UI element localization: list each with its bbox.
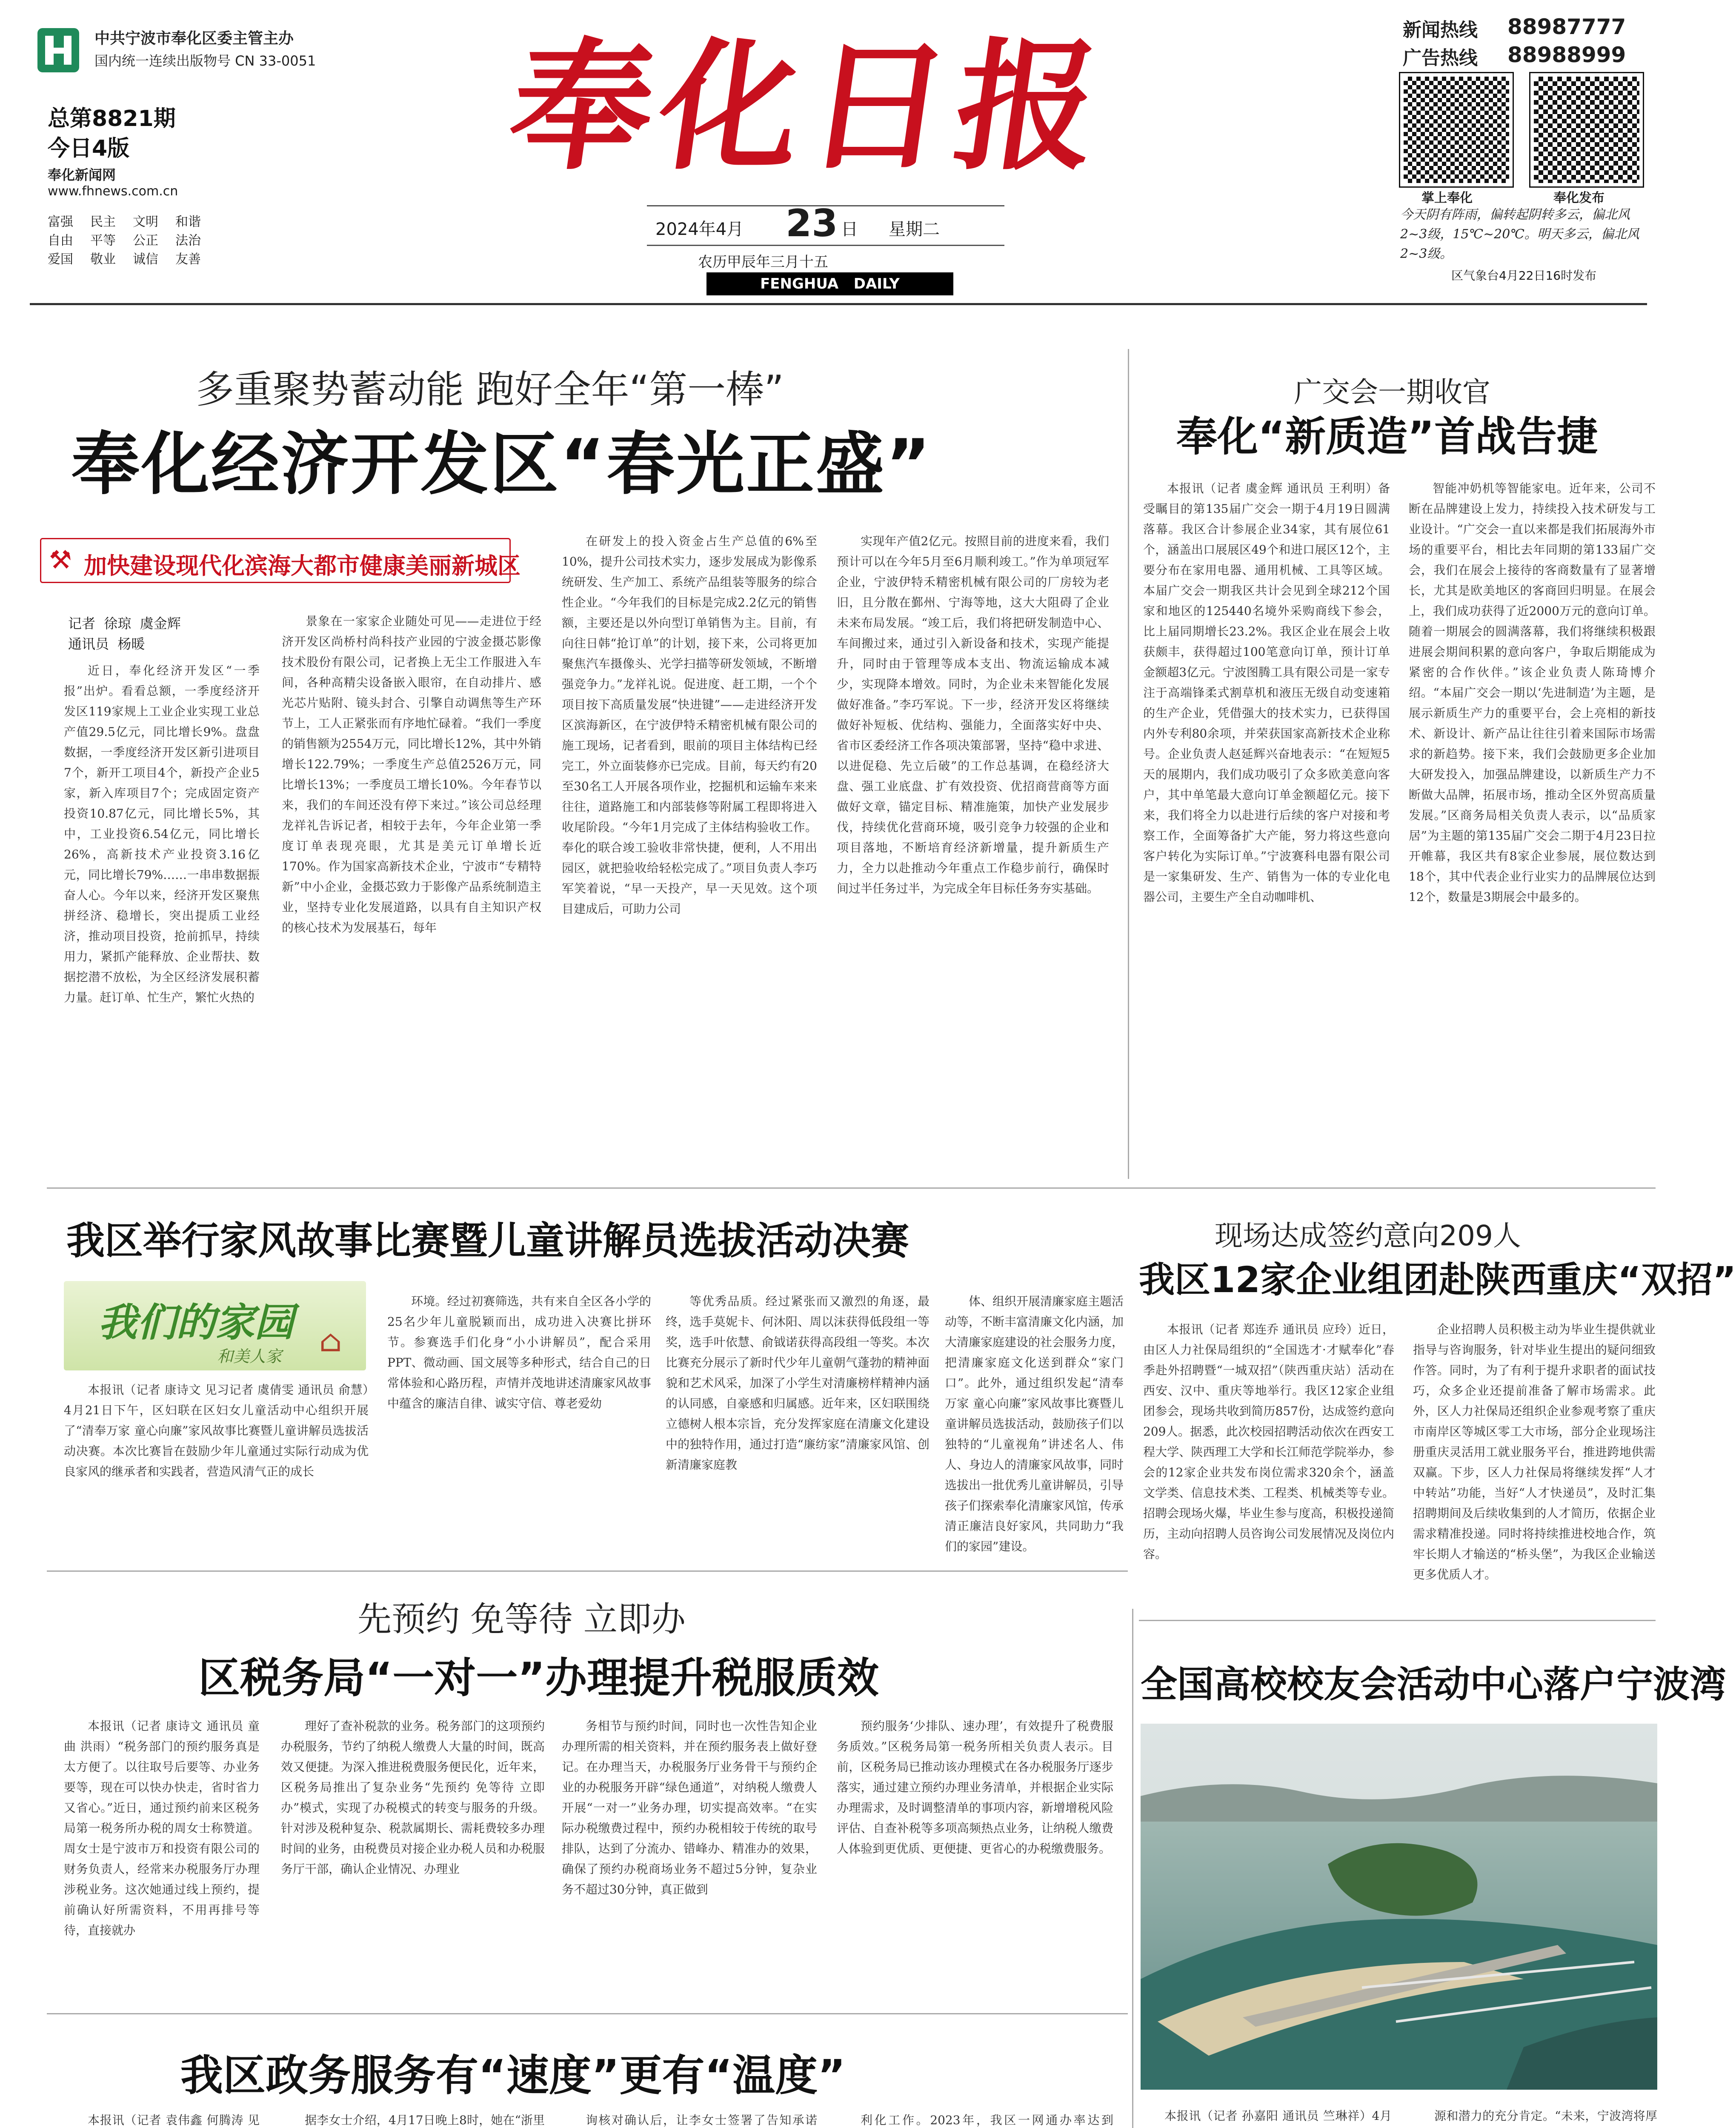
value-word: 法治: [175, 233, 201, 248]
weather-source: 区气象台4月22日16时发布: [1451, 269, 1597, 283]
ad-hotline-label: 广告热线: [1403, 47, 1478, 69]
canton-column-1: [1143, 478, 1390, 1164]
paragraph: 企业招聘人员积极主动为毕业生提供就业指导与咨询服务，针对毕业生提出的疑问细致作答。同时，为了有利于提升求职者的面试技巧，众多企业还提前准备了解市场需求。此外，区人力社保局还组织企业参观考察了重庆市南岸区等城区零工大市场，部分企业现场注册重庆灵活用工就业服务平台，推进跨地供需双赢。下步，区人力社保局将继续发挥“人才中转站”功能，当好“人才快递员”，及时汇集招聘期间及后续收集到的人才简历，依据企业需求精准投递。同时将持续推进校地合作，筑牢长期人才输送的“桥头堡”，为我区企业输送更多优质人才。: [1413, 1322, 1656, 1582]
paragraph: 本报讯（记者 虞金辉 通讯员 王利明）备受瞩目的第135届广交会一期于4月19日圆满落幕。我区合计参展企业34家，其有展位61个，涵盖出口展展区49个和进口展区12个，主要分布在家用电器、通用机械、工具等区域。本届广交会一期我区共计会见到全球212个国家和地区的125440名境外采购商线下参会，比上届同期增长23.2%。我区企业在展会上收获颇丰，获得超过100笔意向订单，预计订单金额超3亿元。宁波图腾工具有限公司是一家专注于高端锋柔式割草机和液压无级自动变速箱的生产企业，凭借强大的技术实力，已获得国内外专利80余项，并荣获国家高新技术企业称号。企业负责人赵延辉兴奋地表示：“在短短5天的展期内，我们成功吸引了众多欧美意向客户，其中单笔最大意向订单金额超亿元。接下来，我们将全力以赴进行后续的客户对接和考察工作，全面筹备扩大产能，努力将这些意向客户转化为实际订单。”宁波赛科电器有限公司是一家集研发、生产、销售为一体的专业化电器公司，主要生产全自动咖啡机、: [1143, 481, 1390, 904]
qr-label: 掌上奉化: [1421, 191, 1473, 206]
paragraph: 理好了查补税款的业务。税务部门的这项预约办税服务，节约了纳税人缴费人大量的时间，既高效又便捷。为深入推进税费服务便民化，近年来，区税务局推出了复杂业务“先预约 免等待 立即办”模式，实现了办税模式的转变与服务的升级。针对涉及税种复杂、税款属期长、需耗费较多办理时间的业务，由税费员对接企业办税人员和办税服务厅干部，确认企业情况、办理业: [281, 1719, 545, 1876]
date-year-month: 2024年4月: [655, 220, 744, 239]
paragraph: 预约服务‘少排队、速办理’，有效提升了税费服务质效。”区税务局第一税务所相关负责人表示。目前，区税务局已推动该办理模式在各办税服务厅逐步落实，通过建立预约办理业务清单，并根据企业实际办理需求，及时调整清单的事项内容，新增增税风险评估、自查补税等多项高频热点业务，让纳税人缴费人体验到更优质、更便捷、更省心的办税缴费服务。: [837, 1719, 1113, 1856]
paragraph: 本报讯（记者 袁伟鑫 何腾涛 见: [88, 2113, 260, 2127]
paragraph: 等优秀品质。经过紧张而又激烈的角逐，最终，选手莫妮卡、何沐阳、周以沫获得低段组一等奖，选手叶依慧、俞钺诺获得高段组一等奖。本次比赛充分展示了新时代少年儿童朝气蓬勃的精神面貌和艺术风采，加深了小学生对清廉榜样精神内涵的认同感，自豪感和归属感。近年来，区妇联围绕立德树人根本宗旨，充分发挥家庭在清廉文化建设中的独特作用，通过打造“廉纺家”清廉家风馆、创新清廉家庭教: [666, 1294, 929, 1472]
gov-column-1: [64, 2110, 260, 2128]
tax-column-3: [562, 1716, 817, 2005]
fair-kicker: 现场达成签约意向209人: [1215, 1219, 1521, 1252]
paragraph: 环境。经过初赛筛选，共有来自全区各小学的25名少年儿童脱颖而出，成功进入决赛比拼环节。参赛选手们化身“小小讲解员”，配合采用PPT、微动画、国文展等多种形式，结合自己的日常体验和心路历程，声情并茂地讲述清廉家风故事中蕴含的廉洁自律、诚实守信、尊老爱幼: [387, 1294, 651, 1410]
gov-column-4: [837, 2110, 1113, 2128]
family-title: 我区举行家风故事比赛暨儿童讲解员选拔活动决赛: [66, 1218, 909, 1263]
news-hotline: 88987777: [1507, 14, 1626, 39]
paragraph: 智能冲奶机等智能家电。近年来，公司不断在品牌建设上发力，持续投入技术研发与工业设计。“广交会一直以来都是我们拓展海外市场的重要平台，相比去年同期的第133届广交会，我们在展会上接待的客商数量有了显著增长，尤其是欧美地区的客商回归明显。在展会上，我们成功获得了近2000万元的意向订单。随着一期展会的圆满落幕，我们将继续积极跟进展会期间积累的意向客户，争取后期能成为紧密的合作伙伴。”该企业负责人陈琦博介绍。“本届广交会一期以‘先进制造’为主题，是展示新质生产力的重要平台，会上亮相的新技术、新设计、新产品让往往引着来国际市场需求的新趋势。接下来，我们会鼓励更多企业加大研发投入，加强品牌建设，以新质生产力不断做大品牌，拓展市场，推动全区外贸高质量发展。”区商务局相关负责人表示，以“品质家居”为主题的第135届广交会二期于4月23日拉开帷幕，我区共有8家企业参展，展位数达到18个，其中代表企业行业实力的品牌展位达到12个，数量是3期展会中最多的。: [1409, 481, 1656, 904]
value-word: 敬业: [90, 252, 116, 267]
family-banner-sub: 和美人家: [217, 1347, 282, 1366]
lead-byline-2: 通讯员 杨暖: [68, 636, 145, 652]
news-hotline-label: 新闻热线: [1403, 19, 1478, 41]
tax-title: 区税务局“一对一”办理提升税服质效: [198, 1654, 879, 1702]
paragraph: 务相节与预约时间，同时也一次性告知企业办理所需的相关资料，并在预约服务表上做好登记。在办理当天，办税服务厅业务骨干与预约企业的办税服务开辟“绿色通道”，对纳税人缴费人开展“一对一”业务办理，切实提高效率。“在实际办税缴费过程中，预约办税相较于传统的取号排队，达到了分流办、错峰办、精准办的效果，确保了预约办税商场业务不超过5分钟，复杂业务不超过30分钟，真正做到: [562, 1719, 817, 1896]
lead-banner: [40, 538, 521, 583]
site-name: 奉化新闻网: [48, 167, 116, 183]
value-word: 友善: [175, 252, 201, 267]
paragraph: 源和潜力的充分肯定。“未来，宁波湾将厚: [1434, 2109, 1657, 2123]
date-day-unit: 日: [841, 220, 858, 239]
family-column-2: [387, 1291, 651, 1568]
section-divider: [47, 1187, 1656, 1189]
lead-column-2: [282, 611, 541, 1164]
canton-column-2: [1409, 478, 1656, 1164]
lead-title: 奉化经济开发区“春光正盛”: [71, 424, 932, 504]
value-word: 自由: [48, 233, 73, 248]
paragraph: 近日，奉化经济开发区“一季报”出炉。看看总额，一季度经济开发区119家规上工业企业实现工业总产值29.5亿元，同比增长9%。盘盘数据，一季度经济开发区新引进项目7个，新开工项目4个，新投产企业5家，新入库项目7个；完成固定资产投资10.87亿元，同比增长5%，其中，工业投资6.54亿元，同比增长26%，高新技术产业投资3.16亿元，同比增长79%……一串串数据振奋人心。今年以来，经济开发区聚焦拼经济、稳增长，突出提质工业经济，推动项目投资，抢前抓早，持续用力，紧抓产能释放、企业帮扶、数据挖潜不放松，为全区经济发展积蓄力量。赶订单、忙生产，繁忙火热的: [64, 664, 260, 1004]
paragraph: 本报讯（记者 康诗文 通讯员 童曲 洪雨）“税务部门的预约服务真是太方便了。以往取号后要等、办业务要等，现在可以快办快走，省时省力又省心。”近日，通过预约前来区税务局第一税务所办税的周女士称赞道。周女士是宁波市万和投资有限公司的财务负责人，经常来办税服务厅办理涉税业务。这次她通过线上预约，提前确认好所需资料，不用再排号等待，直接就办: [64, 1719, 260, 1937]
tax-column-4: [837, 1716, 1113, 2005]
core-values: [48, 213, 226, 269]
campus-title: 全国高校校友会活动中心落户宁波湾: [1141, 1663, 1726, 1706]
family-column-1: [64, 1380, 369, 1567]
newspaper-title: 奉化日报: [500, 24, 1117, 189]
newspaper-logo-icon: [37, 28, 79, 72]
paragraph: 询核对确认后，让李女士签署了告知承诺: [586, 2113, 817, 2127]
tax-kicker: 先预约 免等待 立即办: [357, 1599, 686, 1639]
gov-column-3: [562, 2110, 817, 2128]
ad-hotline: 88988999: [1507, 43, 1626, 67]
value-word: 公正: [133, 233, 158, 248]
cn-code: 国内统一连续出版物号 CN 33-0051: [94, 53, 316, 69]
lead-banner-text: 加快建设现代化滨海大都市健康美丽新城区: [84, 552, 521, 579]
family-column-3: [666, 1291, 929, 1568]
paragraph: 本报讯（记者 孙嘉阳 通讯员 竺琳祥）4月: [1164, 2109, 1392, 2123]
issue-number: 总第8821期: [48, 106, 176, 132]
tax-column-1: [64, 1716, 260, 2005]
qr-code-icon[interactable]: [1530, 73, 1643, 186]
lead-kicker: 多重聚势蓄动能 跑好全年“第一棒”: [196, 367, 784, 412]
weekday: 星期二: [889, 220, 940, 239]
pinyin-strip: [706, 272, 953, 295]
pinyin-title: FENGHUA DAILY: [760, 275, 900, 292]
lead-column-1: [64, 661, 260, 1163]
family-column-4: [945, 1291, 1124, 1568]
date-line: [647, 201, 1004, 246]
section-divider: [1132, 1609, 1133, 2128]
gov-column-2: [281, 2110, 545, 2128]
qr-label: 奉化发布: [1553, 191, 1604, 206]
paragraph: 利化工作。2023年，我区一网通办率达到: [861, 2113, 1113, 2127]
masthead-divider: [30, 303, 1647, 305]
value-word: 爱国: [48, 252, 73, 267]
gov-title: 我区政务服务有“速度”更有“温度”: [180, 2051, 846, 2100]
lead-byline: 记者 徐琼 虞金辉: [68, 615, 181, 632]
page-count: 今日4版: [48, 136, 130, 161]
paragraph: 在研发上的投入资金占生产总值的6%至10%，提升公司技术实力，逐步发展成为影像系统研发、生产加工、系统产品组装等服务的综合性企业。“今年我们的目标是完成2.2亿元的销售额，主要还是以外向型订单销售为主。目前，有向往日韩“抢订单”的计划，接下来，公司将更加聚焦汽车摄像头、光学扫描等研发领域，不断增强竞争力。”龙祥礼说。促进度、赶工期，一个个项目按下高质量发展“快进键”——走进经济开发区滨海新区，在宁波伊特禾精密机械有限公司的施工现场，记者看到，眼前的项目主体结构已经完工，外立面装修亦已完成。目前，每天约有20至30名工人开展各项作业，挖掘机和运输车来来往往，道路施工和内部装修等附属工程即将进入收尾阶段。“今年1月完成了主体结构验收工作。奉化的联合竣工验收非常快捷，便利，人不用出园区，就把验收给轻松完成了。”项目负责人李巧军笑着说，“早一天投产，早一天见效。这个项目建成后，可助力公司: [562, 534, 817, 916]
value-word: 民主: [90, 215, 116, 229]
column-divider: [1128, 349, 1129, 1179]
weather-forecast: 今天阴有阵雨，偏转起阴转多云，偏北风2~3级，15℃~20℃。明天多云，偏北风2~3级。: [1400, 207, 1639, 261]
house-icon: ⌂: [319, 1324, 342, 1359]
site-url[interactable]: www.fhnews.com.cn: [48, 184, 178, 199]
crane-icon: ⚒: [49, 545, 72, 575]
value-word: 和谐: [175, 215, 201, 229]
family-banner-text: 我们的家园: [98, 1299, 294, 1345]
family-banner: [64, 1281, 366, 1370]
fair-title: 我区12家企业组团赴陕西重庆“双招”: [1139, 1259, 1736, 1301]
section-divider: [1139, 1620, 1656, 1621]
fair-column-2: [1413, 1319, 1656, 1792]
section-divider: [47, 1570, 1128, 1572]
date-day: 23: [786, 201, 838, 245]
tax-column-2: [281, 1716, 545, 2005]
bay-photo: [1141, 1724, 1657, 2090]
paragraph: 景象在一家家企业随处可见——走进位于经济开发区尚桥村尚科技产业园的宁波金摄芯影像技术股份有限公司，记者换上无尘工作服进入车间，各种高精尖设备嵌入眼帘，在自动排片、感光芯片贴附、镜头封合、引擎自动调焦等生产环节上，工人正紧张而有序地忙碌着。“我们一季度的销售额为2554万元，同比增长12%，其中外销增长122.79%；一季度生产总值2526万元，同比增长13%；一季度员工增长10%。今年春节以来，我们的车间还没有停下来过。”该公司总经理龙祥礼告诉记者，相较于去年，今年企业第一季度订单表现亮眼，尤其是美元订单增长近170%。作为国家高新技术企业，宁波市“专精特新”中小企业，金摄芯致力于影像产品系统制造主业，坚持专业化发展道路，以具有自主知识产权的核心技术为发展基石，每年: [282, 614, 541, 935]
paragraph: 据李女士介绍，4月17日晚上8时，她在“浙里: [305, 2113, 545, 2127]
section-divider: [47, 2013, 1128, 2014]
value-word: 平等: [90, 233, 116, 248]
lunar-date: 农历甲辰年三月十五: [698, 254, 828, 271]
value-word: 富强: [48, 215, 73, 229]
value-word: 文明: [133, 215, 158, 229]
fair-column-1: [1143, 1319, 1394, 1792]
campus-column-2: [1410, 2106, 1657, 2128]
value-word: 诚信: [133, 252, 158, 267]
lead-column-4: [837, 531, 1109, 1165]
paragraph: 本报讯（记者 康诗文 见习记者 虞倩雯 通讯员 俞慧）4月21日下午，区妇联在区妇女儿童活动中心组织开展了“清奉万家 童心向廉”家风故事比赛暨儿童讲解员选拔活动决赛。本次比赛旨在鼓励少年儿童通过实际行动成为优良家风的继承者和实践者，营造风清气正的成长: [64, 1383, 369, 1479]
lead-column-3: [562, 531, 817, 1165]
paragraph: 实现年产值2亿元。按照目前的进度来看，我们预计可以在今年5月至6月顺利竣工。”作为单项冠军企业，宁波伊特禾精密机械有限公司的厂房较为老旧，且分散在鄞州、宁海等地，这大大阻碍了企业未来布局发展。“竣工后，我们将把研发制造中心、车间搬过来，通过引入新设备和技术，实现产能提升，同时由于管理等成本支出、物流运输成本减少，实现降本增效。同时，为企业未来智能化发展做好准备。”李巧军说。下一步，经济开发区将继续做好补短板、优结构、强能力，全面落实好中央、省市区委经济工作各项决策部署，坚持“稳中求进、以进促稳、先立后破”的工作总基调，在稳经济大盘、强工业底盘、扩有效投资、优招商营商等方面做好文章，锚定目标、精准施策，加快产业发展步伐，持续优化营商环境，吸引竞争力较强的企业和项目落地，不断培育经济新增量，提升新质生产力，全力以赴推动今年重点工作稳步前行，确保时间过半任务过半，为完成全年目标任务夯实基础。: [837, 534, 1109, 895]
canton-kicker: 广交会一期收官: [1294, 376, 1490, 409]
paragraph: 体、组织开展清廉家庭主题活动等，不断丰富清廉文化内涵，加大清廉家庭建设的社会服务力度，把清廉家庭文化送到群众“家门口”。此外，通过组织发起“清奉万家 童心向廉”家风故事比赛暨儿童讲解员选拔活动，鼓励孩子们以独特的“儿童视角”讲述名人、伟人、身边人的清廉家风故事，同时选拔出一批优秀儿童讲解员，引导孩子们探索奉化清廉家风馆，传承清正廉洁良好家风，共同助力“我们的家园”建设。: [945, 1294, 1124, 1553]
sponsor: 中共宁波市奉化区委主管主办: [94, 30, 294, 47]
campus-column-1: [1141, 2106, 1392, 2128]
canton-title: 奉化“新质造”首战告捷: [1176, 413, 1598, 460]
masthead: [0, 0, 1676, 292]
paragraph: 本报讯（记者 郑连乔 通讯员 应玲）近日，由区人力社保局组织的“全国选才·才赋奉化”春季赴外招聘暨“一城双招”（陕西重庆站）活动在西安、汉中、重庆等地举行。我区12家企业组团参会，现场共收到简历857份，达成签约意向209人。据悉，此次校园招聘活动依次在西安工程大学、陕西理工大学和长江师范学院举办，参会的12家企业共发布岗位需求320余个，涵盖文学类、信息技术类、工程类、机械类等专业。招聘会现场火爆，毕业生参与度高，积极投递简历，主动向招聘人员咨询公司发展情况及岗位内容。: [1143, 1322, 1394, 1561]
qr-code-icon[interactable]: [1400, 73, 1513, 186]
